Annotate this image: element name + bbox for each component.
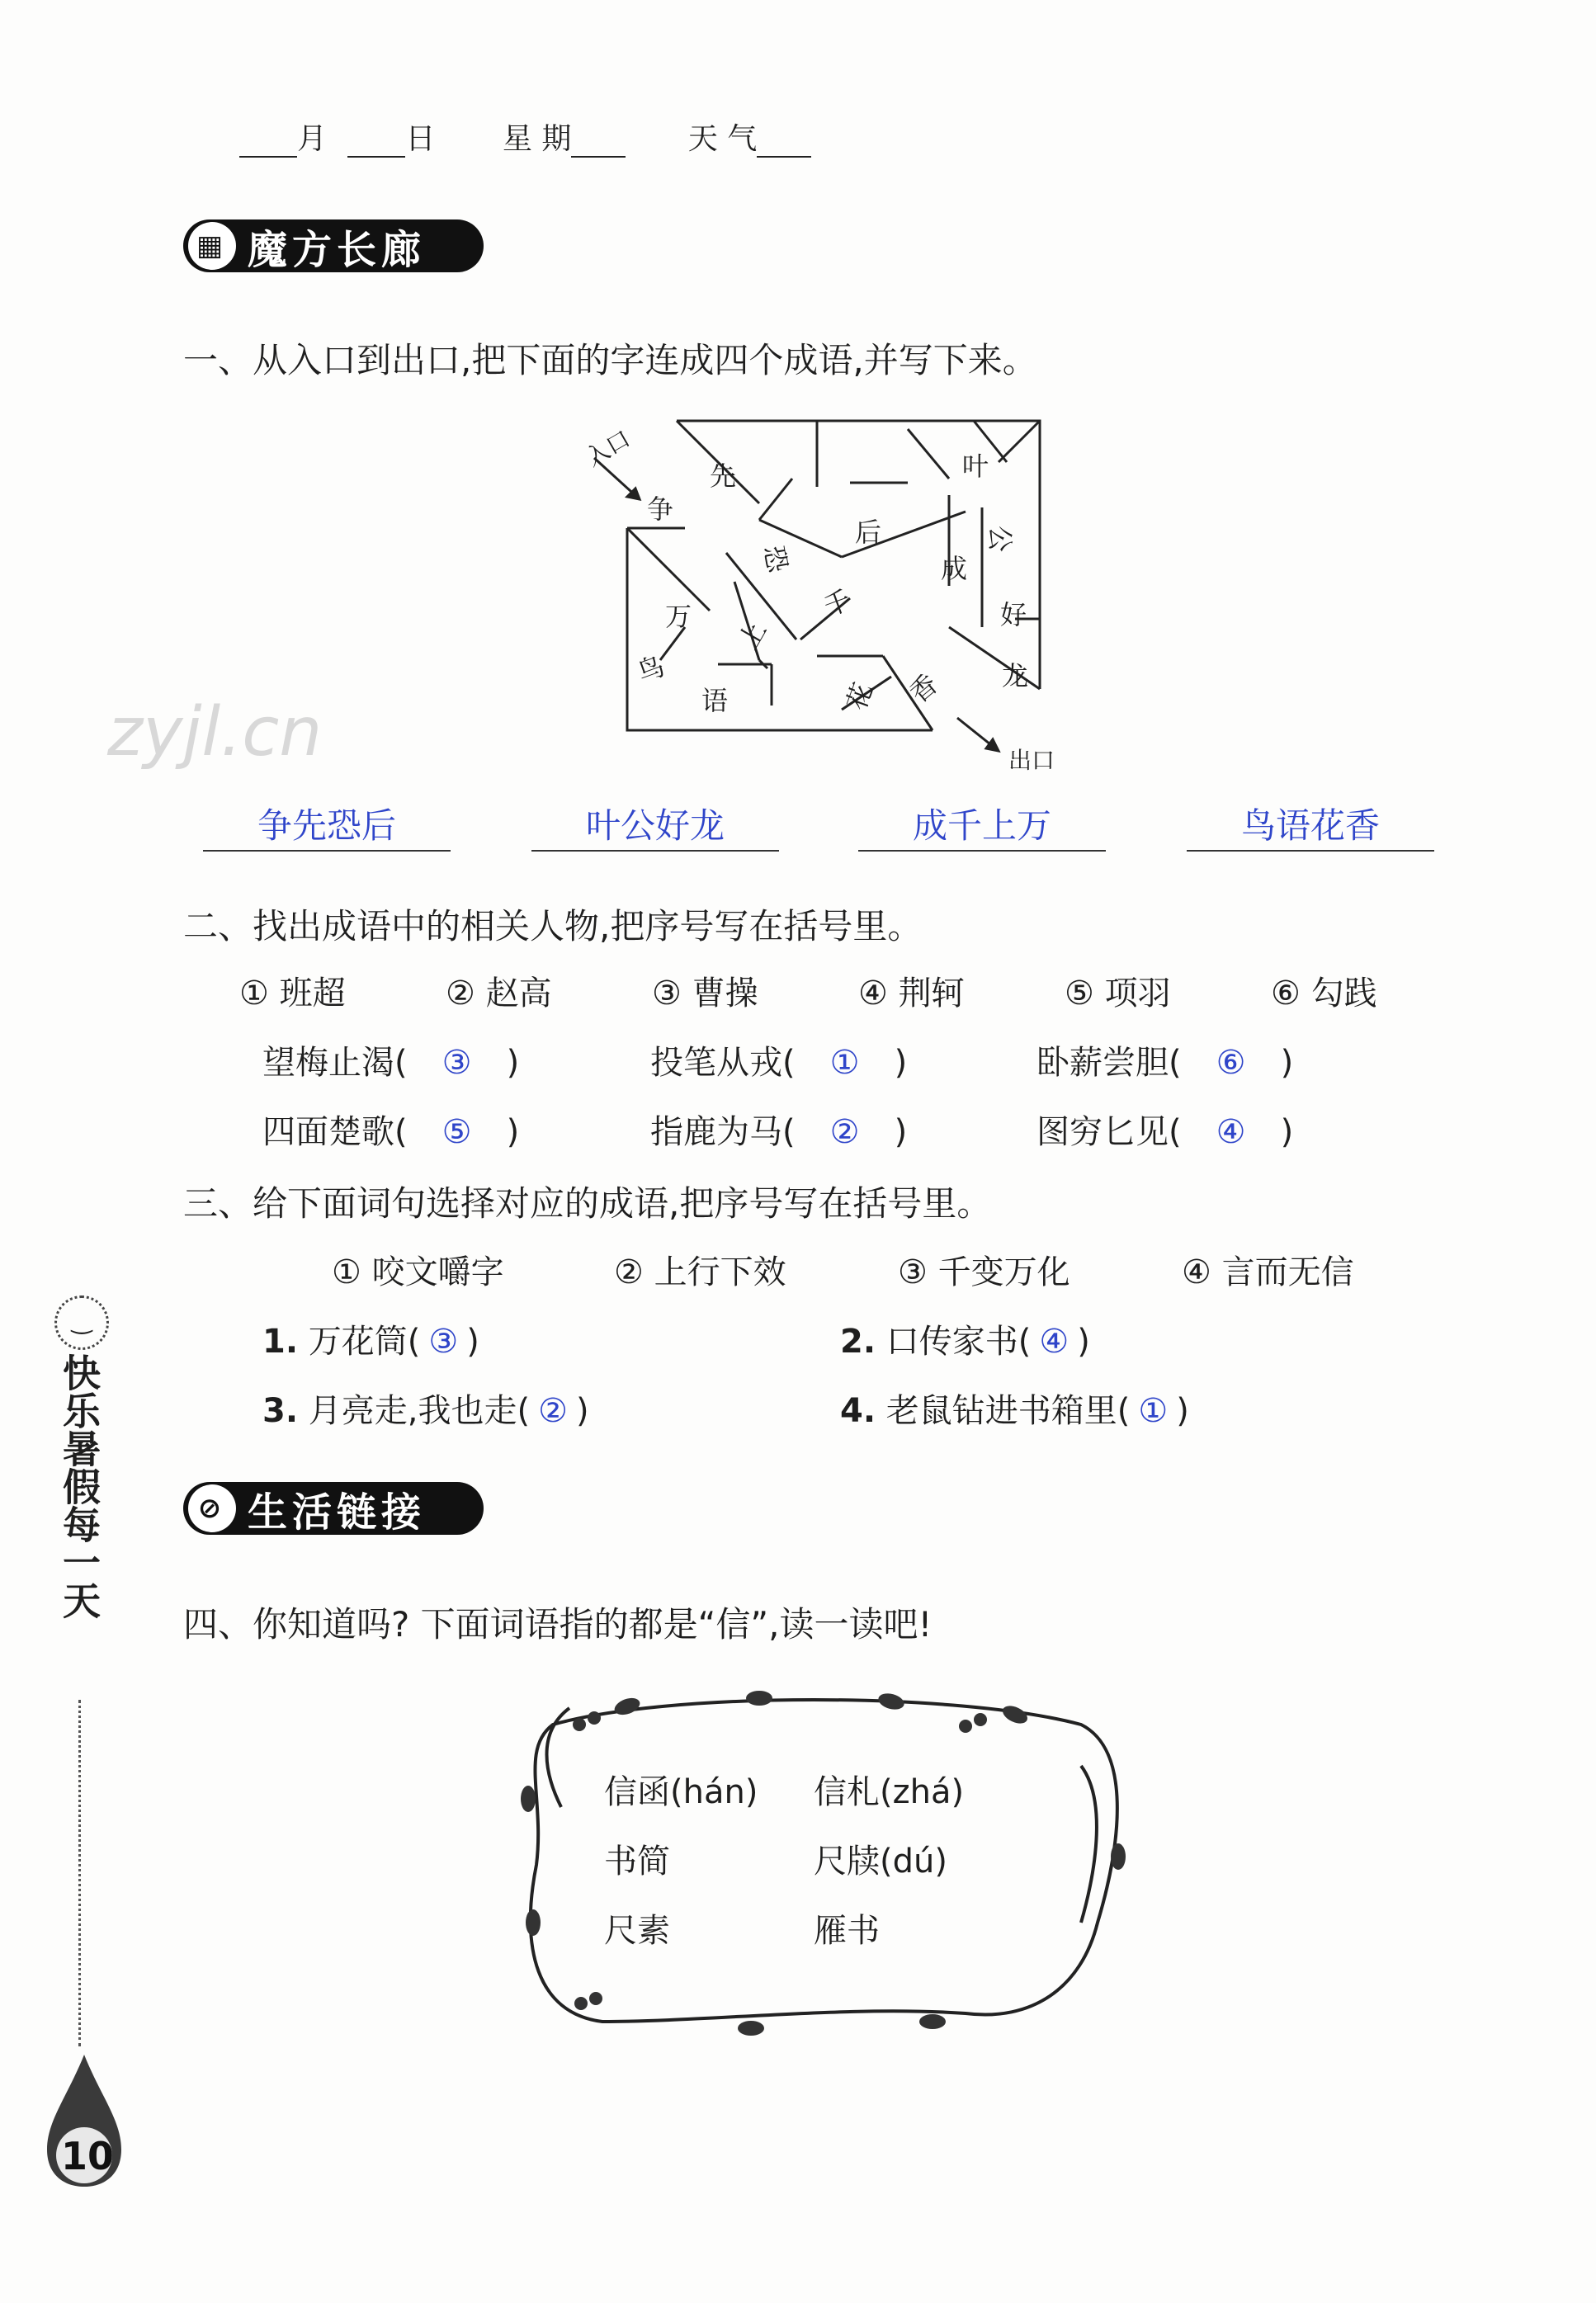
maze-char-zheng: 争 xyxy=(647,493,674,525)
q2-item-3: 卧薪尝胆( ⑥ ) xyxy=(1036,1044,1294,1082)
q2-answer-1: ③ xyxy=(441,1044,472,1082)
q3-item-1: 1. 万花筒( ③ ) xyxy=(262,1323,479,1361)
month-blank xyxy=(239,126,297,158)
maze-char-shang: 上 xyxy=(732,616,773,655)
maze-char-xiang: 香 xyxy=(903,668,944,710)
q1-prompt: 一、从入口到出口,把下面的字连成四个成语,并写下来。 xyxy=(183,340,1037,380)
q2-item-6: 图穷匕见( ④ ) xyxy=(1036,1113,1294,1151)
maze-char-cheng: 成 xyxy=(941,553,968,584)
q1-answer-2: 叶公好龙 xyxy=(531,799,779,852)
q3-item-2: 2. 口传家书( ④ ) xyxy=(840,1323,1090,1361)
date-line xyxy=(239,116,811,158)
section-title: 生活链接 xyxy=(248,1489,427,1536)
q2-item-1: 望梅止渴( ③ ) xyxy=(262,1044,520,1082)
q2-answer-2: ① xyxy=(829,1044,860,1082)
weather-label: 天 气 xyxy=(687,122,758,156)
q2-person-5: ⑤ 项羽 xyxy=(1065,975,1171,1012)
maze-char-niao: 鸟 xyxy=(633,649,669,689)
q4-word-1: 信函(hán) xyxy=(604,1773,758,1811)
q2-answer-4: ⑤ xyxy=(441,1113,472,1151)
q4-word-2: 信札(zhá) xyxy=(814,1773,965,1811)
q2-answer-3: ⑥ xyxy=(1216,1044,1246,1082)
page-number-drop xyxy=(43,2055,125,2187)
q3-prompt: 三、给下面词句选择对应的成语,把序号写在括号里。 xyxy=(183,1183,992,1224)
maze-char-gong: 公 xyxy=(985,525,1017,553)
maze-char-ye: 叶 xyxy=(962,451,989,482)
link-icon: ⊘ xyxy=(188,1484,236,1532)
day-blank xyxy=(347,126,405,158)
section-banner-magic-corridor xyxy=(183,219,484,272)
maze-char-wan: 万 xyxy=(665,601,692,632)
q3-option-4: ④ 言而无信 xyxy=(1182,1253,1354,1291)
q4-word-4: 尺牍(dú) xyxy=(814,1843,947,1881)
q4-word-3: 书简 xyxy=(604,1843,670,1881)
q1-answer-4: 鸟语花香 xyxy=(1187,799,1434,852)
q2-person-2: ② 赵高 xyxy=(446,975,552,1012)
cube-icon: ▦ xyxy=(188,222,236,270)
maze-entrance-label: 入口 xyxy=(581,425,635,472)
weather-blank xyxy=(757,126,811,158)
maze-char-hou: 后 xyxy=(855,517,882,548)
weekday-blank xyxy=(571,126,626,158)
q4-prompt: 四、你知道吗? 下面词语指的都是“信”,读一读吧! xyxy=(183,1604,933,1645)
sidebar-vertical-text: 快乐暑假每一天 xyxy=(57,1353,102,1619)
day-label: 日 xyxy=(405,122,436,156)
maze-char-hua: 花 xyxy=(840,678,880,715)
maze-char-kong: 恐 xyxy=(758,543,794,575)
q2-answer-5: ② xyxy=(829,1113,860,1151)
q3-option-2: ② 上行下效 xyxy=(614,1253,786,1291)
watermark: zyjl.cn xyxy=(107,693,323,772)
q1-answer-3: 成千上万 xyxy=(858,799,1106,852)
q3-option-1: ① 咬文嚼字 xyxy=(332,1253,504,1291)
q2-prompt: 二、找出成语中的相关人物,把序号写在括号里。 xyxy=(183,906,923,946)
section-title: 魔方长廊 xyxy=(248,226,427,273)
maze-exit-label: 出口 xyxy=(1008,747,1055,774)
maze-char-long: 龙 xyxy=(1002,660,1029,691)
maze-char-xian: 先 xyxy=(710,460,737,492)
q2-answer-6: ④ xyxy=(1216,1113,1246,1151)
q3-item-3: 3. 月亮走,我也走( ② ) xyxy=(262,1392,589,1430)
q2-person-3: ③ 曹操 xyxy=(652,975,758,1012)
q3-answer-4: ① xyxy=(1138,1392,1169,1430)
month-label: 月 xyxy=(297,122,328,156)
q2-item-4: 四面楚歌( ⑤ ) xyxy=(262,1113,520,1151)
maze-char-qian: 千 xyxy=(819,583,856,623)
q2-item-5: 指鹿为马( ② ) xyxy=(650,1113,908,1151)
q4-word-5: 尺素 xyxy=(604,1912,670,1950)
q3-answer-2: ④ xyxy=(1039,1323,1070,1361)
section-banner-life-link xyxy=(183,1482,484,1535)
maze-char-hao: 好 xyxy=(1000,599,1027,630)
q1-answer-1: 争先恐后 xyxy=(203,799,451,852)
page-number: 10 xyxy=(61,2134,115,2178)
q2-person-6: ⑥ 勾践 xyxy=(1271,975,1377,1012)
q3-answer-3: ② xyxy=(538,1392,568,1430)
q2-person-1: ① 班超 xyxy=(239,975,346,1012)
q3-option-3: ③ 千变万化 xyxy=(898,1253,1070,1291)
q4-word-6: 雁书 xyxy=(814,1912,880,1950)
q3-answer-1: ③ xyxy=(428,1323,459,1361)
q3-item-4: 4. 老鼠钻进书箱里( ① ) xyxy=(840,1392,1189,1430)
weekday-label: 星 期 xyxy=(502,122,572,156)
sun-smile-icon: ‿ xyxy=(54,1295,109,1350)
q2-item-2: 投笔从戎( ① ) xyxy=(650,1044,908,1082)
sidebar-dotted-line xyxy=(78,1700,81,2046)
q2-person-4: ④ 荆轲 xyxy=(858,975,965,1012)
maze-char-yu: 语 xyxy=(701,685,729,716)
